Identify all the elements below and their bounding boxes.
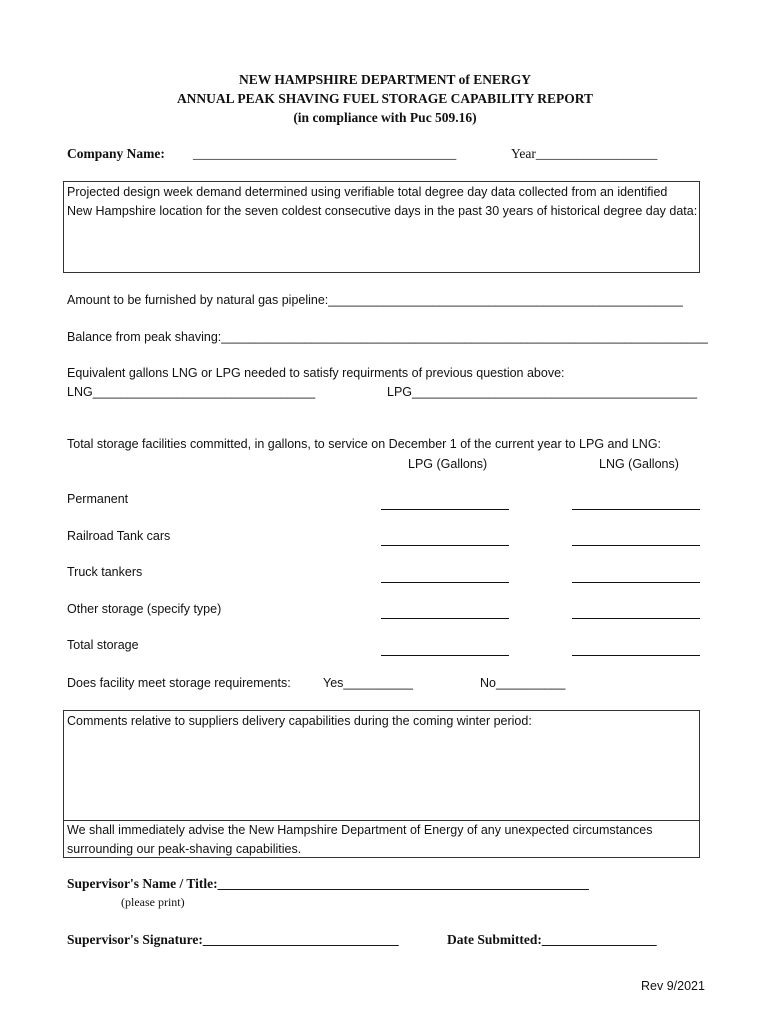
- storage-row-label: Permanent: [67, 492, 129, 506]
- lpg-gallons-field[interactable]: LPG_________________________________________: [387, 385, 698, 399]
- peak-shaving-balance-field[interactable]: Balance from peak shaving:______________________________________________________________________: [67, 330, 708, 344]
- company-name-field[interactable]: _______________________________________: [193, 146, 457, 161]
- date-submitted-field[interactable]: Date Submitted:_________________: [447, 932, 657, 947]
- truck-lpg-field[interactable]: [381, 582, 509, 583]
- other-lng-field[interactable]: [572, 618, 700, 619]
- storage-row-label: Other storage (specify type): [67, 602, 222, 616]
- storage-question: Total storage facilities committed, in gallons, to service on December 1 of the current year to LPG and LNG:: [67, 437, 662, 451]
- meet-requirements-question: Does facility meet storage requirements:: [67, 676, 291, 690]
- railroad-lng-field[interactable]: [572, 545, 700, 546]
- equivalent-gallons-question: Equivalent gallons LNG or LPG needed to satisfy requirments of previous question above:: [67, 366, 565, 380]
- other-lpg-field[interactable]: [381, 618, 509, 619]
- revision-label: Rev 9/2021: [641, 979, 705, 993]
- meet-no-field[interactable]: No__________: [480, 676, 566, 690]
- advise-text-line1: We shall immediately advise the New Hampshire Department of Energy of any unexpected circumstances: [67, 823, 653, 837]
- design-week-text-line1: Projected design week demand determined using verifiable total degree day data collected from an identified: [67, 185, 668, 199]
- comments-box[interactable]: [63, 710, 700, 858]
- total-lpg-field[interactable]: [381, 655, 509, 656]
- storage-row-label: Truck tankers: [67, 565, 143, 579]
- advise-text-line2: surrounding our peak-shaving capabilities.: [67, 842, 302, 856]
- supervisor-signature-field[interactable]: Supervisor's Signature:_____________________________: [67, 932, 399, 947]
- truck-lng-field[interactable]: [572, 582, 700, 583]
- lng-column-header: LNG (Gallons): [599, 457, 679, 471]
- company-name-label: Company Name:: [67, 146, 165, 161]
- pipeline-amount-field[interactable]: Amount to be furnished by natural gas pipeline:___________________________________________________: [67, 293, 683, 307]
- supervisor-name-field[interactable]: Supervisor's Name / Title:_______________________________________________________: [67, 876, 589, 891]
- storage-row-label: Total storage: [67, 638, 139, 652]
- lng-gallons-field[interactable]: LNG________________________________: [67, 385, 316, 399]
- permanent-lpg-field[interactable]: [381, 509, 509, 510]
- comments-label: Comments relative to suppliers delivery capabilities during the coming winter period:: [67, 714, 532, 728]
- railroad-lpg-field[interactable]: [381, 545, 509, 546]
- permanent-lng-field[interactable]: [572, 509, 700, 510]
- form-title-report: ANNUAL PEAK SHAVING FUEL STORAGE CAPABILITY REPORT: [176, 91, 594, 106]
- meet-yes-field[interactable]: Yes__________: [323, 676, 413, 690]
- lpg-column-header: LPG (Gallons): [408, 457, 488, 471]
- form-title-agency: NEW HAMPSHIRE DEPARTMENT of ENERGY: [238, 72, 532, 87]
- form-title-compliance: (in compliance with Puc 509.16): [293, 110, 477, 125]
- design-week-box[interactable]: [63, 181, 700, 273]
- total-lng-field[interactable]: [572, 655, 700, 656]
- design-week-text-line2: New Hampshire location for the seven coldest consecutive days in the past 30 years of historical degree day data:: [67, 204, 698, 218]
- year-field[interactable]: Year__________________: [511, 146, 658, 161]
- storage-row-label: Railroad Tank cars: [67, 529, 171, 543]
- please-print-note: (please print): [121, 895, 185, 909]
